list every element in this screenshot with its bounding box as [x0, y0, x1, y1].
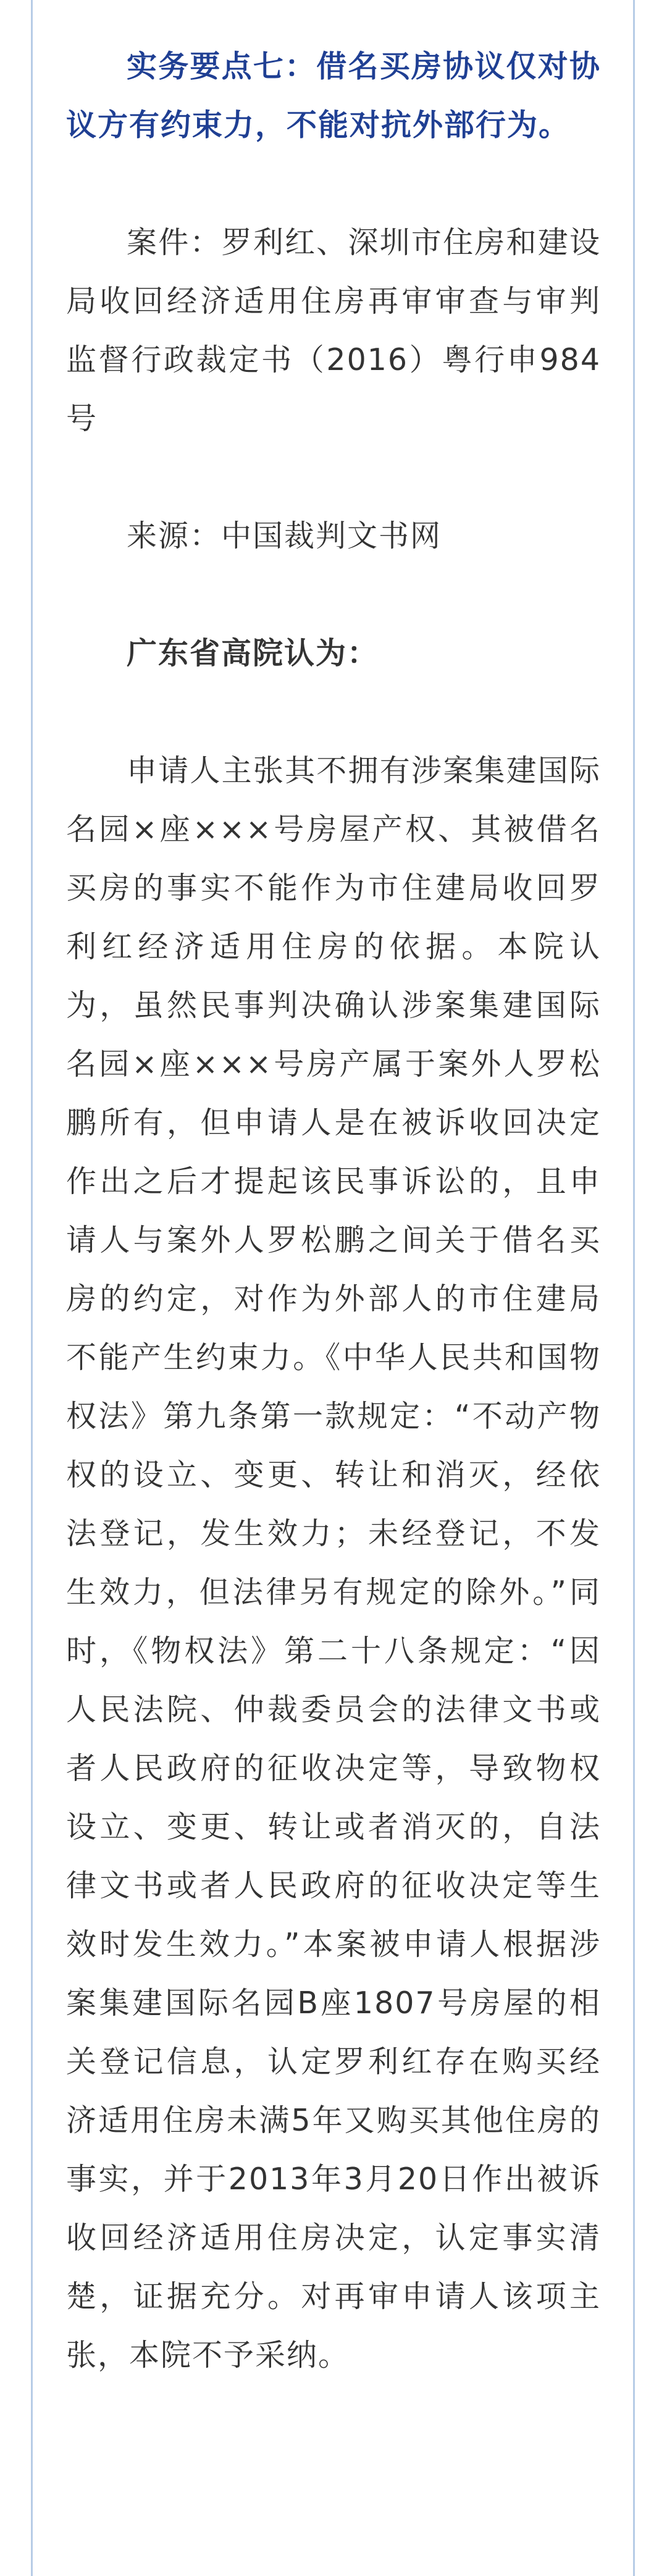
spacer [66, 154, 601, 213]
spacer [66, 448, 601, 507]
section-heading: 实务要点七：借名买房协议仅对协议方有约束力，不能对抗外部行为。 [66, 49, 601, 143]
source-line: 来源：中国裁判文书网 [127, 518, 442, 554]
article-content [66, 37, 601, 2384]
case-reference: 案件：罗利红、深圳市住房和建设局收回经济适用住房再审审查与审判监督行政裁定书（2016）粤行申984号 [66, 225, 601, 436]
court-opinion-title: 广东省高院认为： [127, 636, 379, 671]
court-opinion-body: 申请人主张其不拥有涉案集建国际名园×座×××号房屋产权、其被借名买房的事实不能作为市住建局收回罗利红经济适用住房的依据。本院认为，虽然民事判决确认涉案集建国际名园×座×××号房产属于案外人罗松鹏所有，但申请人是在被诉收回决定作出之后才提起该民事诉讼的，且申请人与案外人罗松鹏之间关于借名买房的约定，对作为外部人的市住建局不能产生约束力。《中华人民共和国物权法》第九条第一款规定：“不动产物权的设立、变更、转让和消灭，经依法登记，发生效力；未经登记，不发生效力，但法律另有规定的除外。”同时，《物权法》第二十八条规定：“因人民法院、仲裁委员会的法律文书或者人民政府的征收决定等，导致物权设立、变更、转让或者消灭的，自法律文书或者人民政府的征收决定等生效时发生效力。”本案被申请人根据涉案集建国际名园B座1807号房屋的相关登记信息，认定罗利红存在购买经济适用住房未满5年又购买其他住房的事实，并于2013年3月20日作出被诉收回经济适用住房决定，认定事实清楚，证据充分。对再审申请人该项主张，本院不予采纳。 [66, 753, 601, 2373]
spacer [66, 683, 601, 741]
spacer [66, 565, 601, 624]
